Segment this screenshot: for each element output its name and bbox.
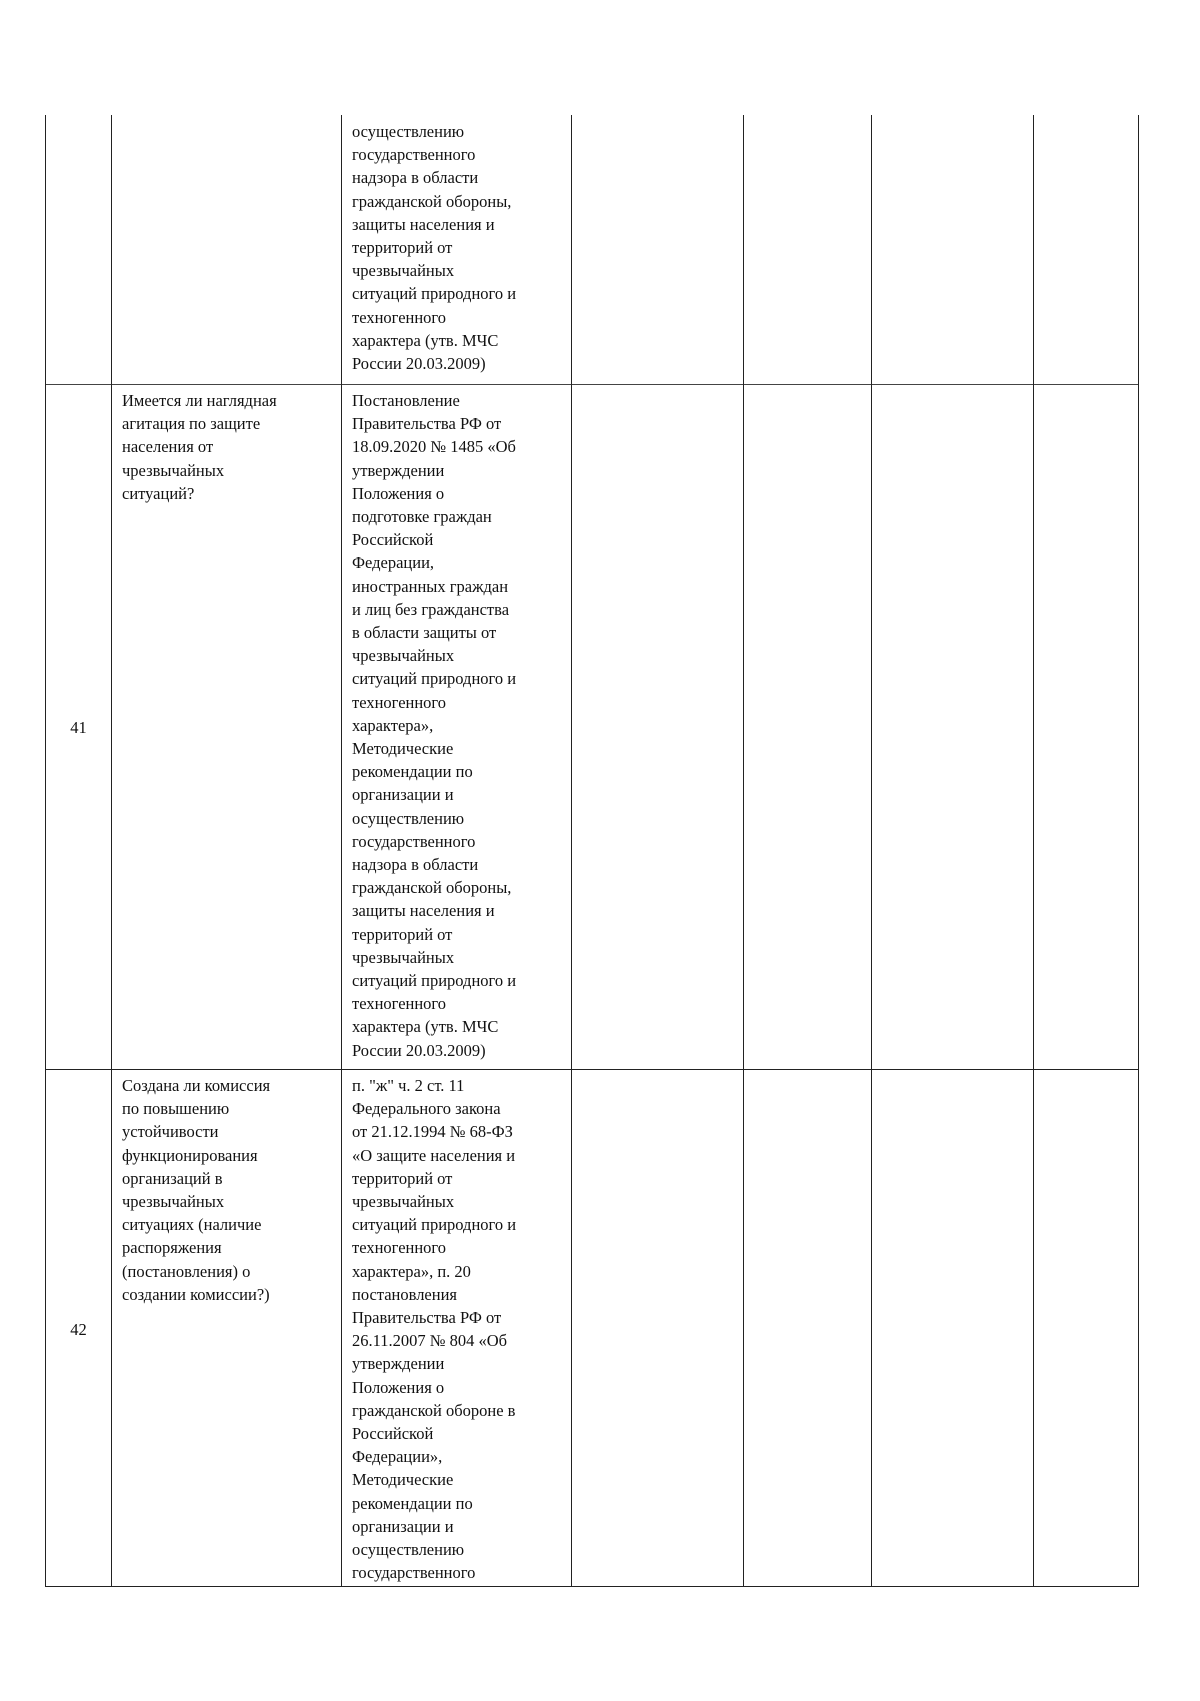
table-row-41 bbox=[46, 385, 1139, 1070]
answer-cell-yes bbox=[572, 115, 744, 385]
question-cell: Создана ли комиссия по повышению устойчивости функционирования организаций в чрезвычайных ситуациях (наличие распоряжения (постановления) о создании комиссии?) bbox=[112, 1070, 342, 1587]
answer-cell-yes bbox=[572, 385, 744, 1070]
answer-cell-no bbox=[744, 1070, 872, 1587]
answer-cell-no bbox=[744, 385, 872, 1070]
answer-cell-no bbox=[744, 115, 872, 385]
row-number-cell: 41 bbox=[46, 385, 112, 1070]
row-number-cell: 42 bbox=[46, 1070, 112, 1587]
question-cell: Имеется ли наглядная агитация по защите населения от чрезвычайных ситуаций? bbox=[112, 385, 342, 1070]
answer-cell-yes bbox=[572, 1070, 744, 1587]
row-number-cell bbox=[46, 115, 112, 385]
legal-basis-cell: Постановление Правительства РФ от 18.09.2020 № 1485 «Об утверждении Положения о подготовке граждан Российской Федерации, иностранных граждан и лиц без гражданства в области защиты от чрезвычайных ситуаций природного и техногенного характера», Методические рекомендации по организации и осуществлению государственного надзора в области гражданской обороны, защиты населения и территорий от чрезвычайных ситуаций природного и техногенного характера (утв. МЧС России 20.03.2009) bbox=[342, 385, 572, 1070]
legal-basis-cell: осуществлению государственного надзора в области гражданской обороны, защиты населения и территорий от чрезвычайных ситуаций природного и техногенного характера (утв. МЧС России 20.03.2009) bbox=[342, 115, 572, 385]
notes-cell bbox=[1034, 1070, 1139, 1587]
legal-basis-cell: п. "ж" ч. 2 ст. 11 Федерального закона от 21.12.1994 № 68-ФЗ «О защите населения и территорий от чрезвычайных ситуаций природного и техногенного характера», п. 20 постановления Правительства РФ от 26.11.2007 № 804 «Об утверждении Положения о гражданской обороне в Российской Федерации», Методические рекомендации по организации и осуществлению государственного bbox=[342, 1070, 572, 1587]
table-row-42 bbox=[46, 1070, 1139, 1587]
notes-cell bbox=[1034, 385, 1139, 1070]
answer-cell-not-applicable bbox=[872, 115, 1034, 385]
inspection-checklist-table bbox=[45, 115, 1139, 1587]
answer-cell-not-applicable bbox=[872, 385, 1034, 1070]
question-cell bbox=[112, 115, 342, 385]
table-row-continuation bbox=[46, 115, 1139, 385]
answer-cell-not-applicable bbox=[872, 1070, 1034, 1587]
notes-cell bbox=[1034, 115, 1139, 385]
